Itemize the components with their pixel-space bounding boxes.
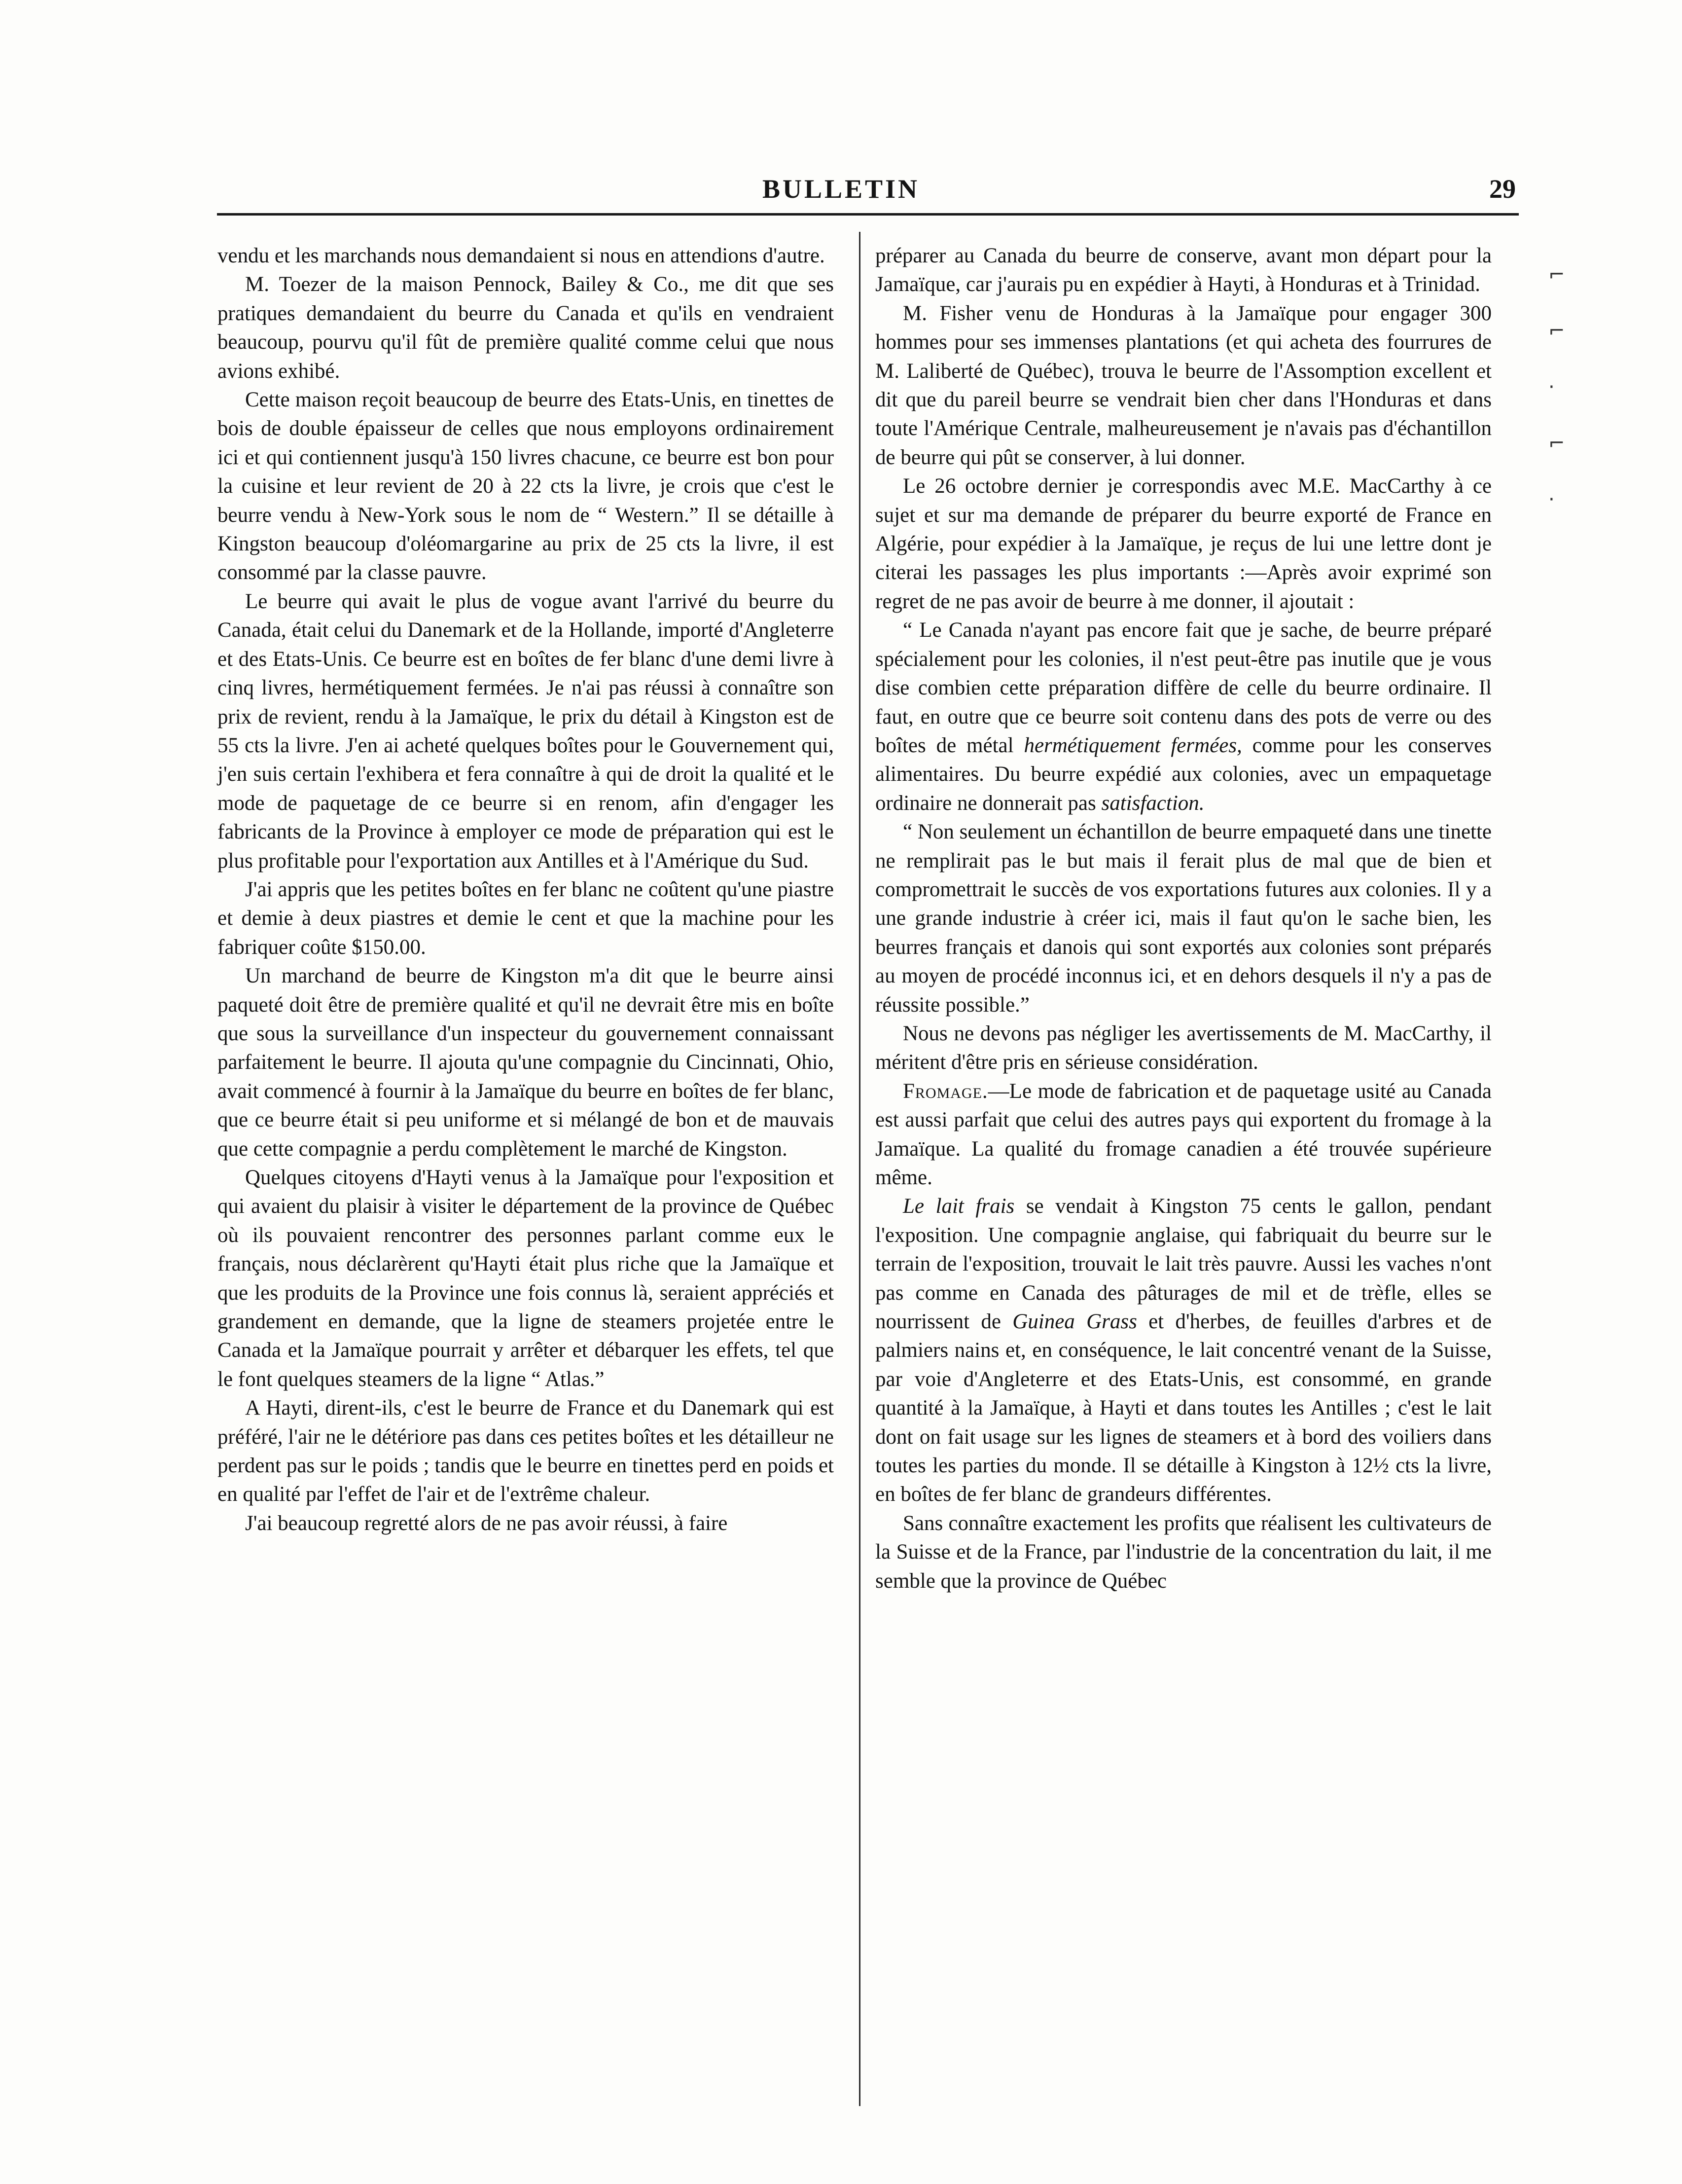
- paragraph: [875, 1077, 1492, 1193]
- paragraph: Cette maison reçoit beaucoup de beurre des Etats-Unis, en tinettes de bois de double épaisseur de celles que nous employons ordinairement ici et qui contiennent jusqu'à 150 livres chacune, ce beurre est bon pour la cuisine et leur revient de 20 à 22 cts la livre, je crois que c'est le beurre vendu à New-York sous le nom de “ Western.” Il se détaille à Kingston beaucoup d'oléomargarine au prix de 25 cts la livre, il est consommé par la classe pauvre.: [217, 388, 834, 584]
- paragraph: préparer au Canada du beurre de conserve, avant mon départ pour la Jamaïque, car j'aurais pu en expédier à Hayti, à Honduras et à Trinidad.: [875, 244, 1492, 296]
- paragraph: Nous ne devons pas négliger les avertissements de M. MacCarthy, il méritent d'être pris en sérieuse considération.: [875, 1021, 1492, 1074]
- margin-mark: ⌐: [1548, 263, 1565, 286]
- paragraph: Quelques citoyens d'Hayti venus à la Jamaïque pour l'exposition et qui avaient du plaisir à visiter le département de la province de Québec où ils pouvaient rencontrer des personnes parlant comme eux le français, nous déclarèrent qu'Hayti était plus riche que la Jamaïque et que les produits de la Province une fois connus là, seraient appréciés et grandement en demande, que la ligne de steamers projetée entre le Canada et la Jamaïque pourrait y arrêter et débarquer les effets, tel que le font quelques steamers de la ligne “ Atlas.”: [217, 1166, 834, 1391]
- margin-mark: ·: [1548, 376, 1555, 399]
- paragraph: Le 26 octobre dernier je correspondis avec M.E. MacCarthy à ce sujet et sur ma demande de préparer du beurre exporté de France en Algérie, pour expédier à la Jamaïque, je reçus de lui une lettre dont je citerai les passages les plus importants :—Après avoir exprimé son regret de ne pas avoir de beurre à me donner, il ajoutait :: [875, 474, 1492, 613]
- margin-marks: [1548, 247, 1578, 528]
- page-number: 29: [1489, 174, 1516, 204]
- quote-text: comme pour les conserves alimentaires. Du beurre expédié aux colonies, avec un empaquetage ordinaire ne donnerait pas: [875, 733, 1492, 815]
- paragraph: M. Toezer de la maison Pennock, Bailey & Co., me dit que ses pratiques demandaient du beurre du Canada et qu'ils en vendraient beaucoup, pourvu qu'il fût de première qualité comme celui que nous avions exhibé.: [217, 273, 834, 383]
- running-title: BULLETIN: [762, 174, 920, 204]
- paragraph-text: se vendait à Kingston 75 cents le gallon, pendant l'exposition. Une compagnie anglaise, qui fabriquait du beurre sur le terrain de l'exposition, trouvait le lait très pauvre. Aussi les vaches n'ont pas comme en Canada des pâturages de mil et de trèfle, elles se nourrissent de: [875, 1195, 1492, 1334]
- paragraph: Sans connaître exactement les profits que réalisent les cultivateurs de la Suisse et de la France, par l'industrie de la concentration du lait, il me semble que la province de Québec: [875, 1511, 1492, 1593]
- left-column: [217, 242, 834, 1538]
- quote-emphasis: hermétiquement fermées,: [1024, 733, 1242, 757]
- margin-mark: ·: [1548, 488, 1555, 511]
- margin-mark: ⌐: [1548, 432, 1565, 455]
- paragraph: M. Fisher venu de Honduras à la Jamaïque pour engager 300 hommes pour ses immenses plantations (et qui acheta des fourrures de M. Laliberté de Québec), trouva le beurre de l'Assomption excellent et dit que du pareil beurre se vendrait bien cher dans l'Honduras et dans toute l'Amérique Centrale, malheureusement je n'avais pas d'échantillon de beurre qui pût se conserver, à lui donner.: [875, 301, 1492, 469]
- paragraph-text: et d'herbes, de feuilles d'arbres et de palmiers nains et, en conséquence, le lait concentré venant de la Suisse, par voie d'Angleterre et des Etats-Unis, est consommé, en grande quantité à la Jamaïque, à Hayti et dans toutes les Antilles ; c'est le lait dont on fait usage sur les lignes de steamers et à bord des voiliers dans toutes les parties du monde. Il se détaille à Kingston à 12½ cts la livre, en boîtes de fer blanc de grandeurs différentes.: [875, 1310, 1492, 1506]
- right-column: [875, 242, 1492, 1596]
- quote-text: “ Le Canada n'ayant pas encore fait que je sache, de beurre préparé spécialement pour les colonies, il n'est peut-être pas inutile que je vous dise combien cette préparation diffère de celle du beurre ordinaire. Il faut, en outre que ce beurre soit contenu dans des pots de verre ou des boîtes de métal: [875, 619, 1492, 757]
- quotation-paragraph: [875, 616, 1492, 818]
- column-divider: [859, 232, 860, 2106]
- paragraph: A Hayti, dirent-ils, c'est le beurre de France et du Danemark qui est préféré, l'air ne le détériore pas dans ces petites boîtes et les détailleur ne perdent pas sur le poids ; tandis que le beurre en tinettes perd en poids et en qualité par l'effet de l'air et de l'extrême chaleur.: [217, 1396, 834, 1506]
- section-label: Fromage.: [903, 1079, 988, 1103]
- paragraph: Le beurre qui avait le plus de vogue avant l'arrivé du beurre du Canada, était celui du Danemark et de la Hollande, importé d'Angleterre et des Etats-Unis. Ce beurre est en boîtes de fer blanc d'une demi livre à cinq livres, hermétiquement fermées. Je n'ai pas réussi à connaître son prix de revient, rendu à la Jamaïque, le prix du détail à Kingston est de 55 cts la livre. J'en ai acheté quelques boîtes pour le Gouvernement qui, j'en suis certain l'exhibera et fera connaître à qui de droit la qualité et le mode de paquetage de ce beurre si en renom, afin d'engager les fabricants de la Province à employer ce mode de préparation qui est le plus profitable pour l'exportation aux Antilles et à l'Amérique du Sud.: [217, 589, 834, 873]
- quotation-paragraph: “ Non seulement un échantillon de beurre empaqueté dans une tinette ne remplirait pas le but mais il ferait plus de mal que de bien et compromettrait le succès de vos exportations futures aux colonies. Il y a une grande industrie à créer ici, mais il faut qu'on le sache bien, les beurres français et danois qui sont exportés aux colonies sont préparés au moyen de procédé inconnus ici, et en dehors desquels il n'y a pas de réussite possible.”: [875, 820, 1492, 1017]
- emphasis: Guinea Grass: [1012, 1310, 1137, 1334]
- margin-mark: ⌐: [1548, 320, 1565, 342]
- run-in-heading: Le lait frais: [903, 1195, 1015, 1218]
- paragraph-text: —Le mode de fabrication et de paquetage usité au Canada est aussi parfait que celui des autres pays qui exportent du fromage à la Jamaïque. La qualité du fromage canadien a été trouvée supérieure même.: [875, 1079, 1492, 1189]
- paragraph: vendu et les marchands nous demandaient si nous en attendions d'autre.: [217, 244, 825, 267]
- header-rule: [217, 213, 1519, 216]
- paragraph: J'ai beaucoup regretté alors de ne pas avoir réussi, à faire: [245, 1511, 728, 1535]
- paragraph: [875, 1192, 1492, 1509]
- quote-emphasis: satisfaction.: [1101, 791, 1205, 815]
- paragraph: J'ai appris que les petites boîtes en fer blanc ne coûtent qu'une piastre et demie à deux piastres et demie le cent et que la machine pour les fabriquer coûte $150.00.: [217, 877, 834, 959]
- paragraph: Un marchand de beurre de Kingston m'a dit que le beurre ainsi paqueté doit être de première qualité et qu'il ne devrait être mis en boîte que sous la surveillance d'un inspecteur du gouvernement connaissant parfaitement le beurre. Il ajouta qu'une compagnie du Cincinnati, Ohio, avait commencé à fournir à la Jamaïque du beurre en boîtes de fer blanc, que ce beurre était si peu uniforme et si mélangé de bon et de mauvais que cette compagnie a perdu complètement le marché de Kingston.: [217, 964, 834, 1161]
